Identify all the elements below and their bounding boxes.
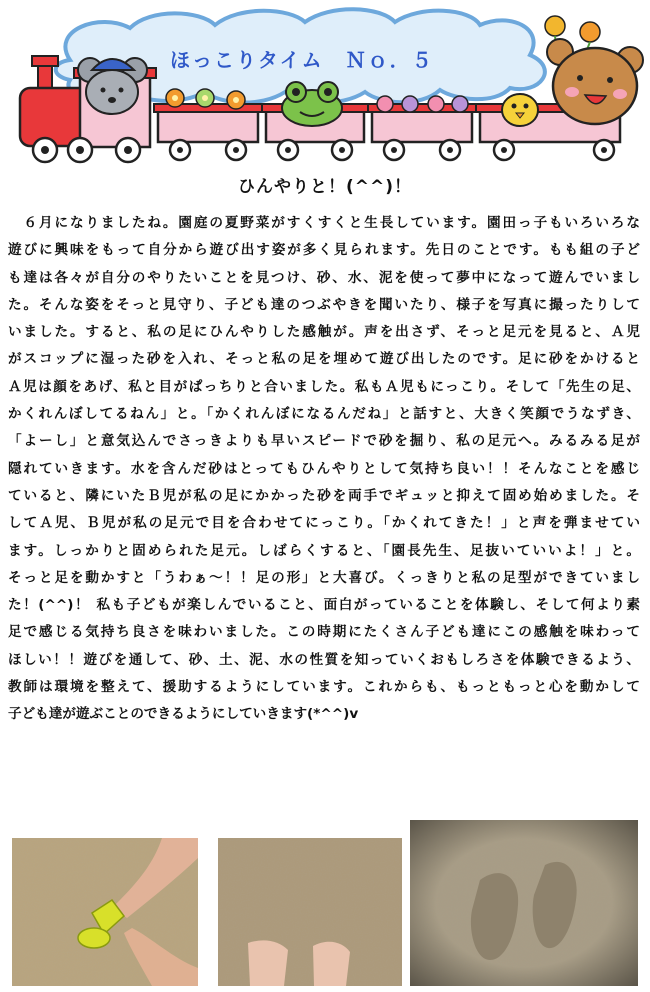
article-line: Ａ児は顔をあげ、私と目がぱっちりと合いました。私もＡ児もにっこり。そして「先生の足、 <box>8 378 640 395</box>
article-line: 子ども達が遊ぶことのできるようにしていきます(*^^)v <box>8 706 359 723</box>
article-line: た。そんな姿をそっと見守り、子ども達のつぶやきを聞いたり、様子を写真に撮ったりして <box>8 296 640 313</box>
article-line: かくれんぼしてるねん」と。「かくれんぼになるんだね」と話すと、大きく笑顔でうなずき、 <box>8 406 640 423</box>
article-line: 足で感じる気持ち良さを味わいました。この時期にたくさん子ども達にこの感触を味わって <box>8 624 640 641</box>
train-icon <box>0 0 650 175</box>
newsletter-title: ほっこりタイム Ｎｏ．５ <box>170 48 434 72</box>
header-banner <box>0 0 650 175</box>
article-line: してＡ児、Ｂ児が私の足元で目を合わせてにっこり。「かくれてきた！」と声を弾ませてい <box>8 515 640 532</box>
article-line: ていると、隣にいたＢ児が私の足にかかった砂を両手でギュッと抑えて固め始めました。そ <box>8 487 640 504</box>
article-line: ほしい！！遊びを通して、砂、土、泥、水の性質を知っていくおもしろさを体験できるよう、 <box>8 651 640 668</box>
article-line: いました。すると、私の足にひんやりした感触が。声を出さず、そっと足元を見ると、Ａ児 <box>8 324 640 341</box>
photo-footprints <box>410 820 638 986</box>
chick-icon <box>502 94 538 126</box>
article-line: 「よーし」と意気込んでさっきよりも早いスピードで砂を掘り、私の足元へ。みるみる足が <box>8 433 640 450</box>
article-line: も達は各々が自分のやりたいことを見つけ、砂、水、泥を使って夢中になって遊んでいまし <box>8 269 640 286</box>
photo-buried-feet <box>218 838 402 986</box>
article-subtitle: ひんやりと！(^^)！ <box>237 177 413 197</box>
article-line: 隠れていきます。水を含んだ砂はとってもひんやりとして気持ち良い！！そんなことを感じ <box>8 460 640 477</box>
article-line: 教師は環境を整えて、援助するようにしています。これからも、もっともっと心を動かして <box>8 679 640 696</box>
photo-sand-shovel <box>12 838 198 986</box>
article-line: がスコップに湿った砂を入れ、そっと私の足を埋めて遊び出したのです。足に砂をかけると <box>8 351 640 368</box>
article-body <box>8 210 640 729</box>
article-line: 遊びに興味をもって自分から遊び出す姿が多く見られます。先日のことです。もも組の子ど <box>8 242 640 259</box>
article-line: ６月になりましたね。園庭の夏野菜がすくすくと生長しています。園田っ子もいろいろな <box>8 215 640 231</box>
article-line: そっと足を動かすと「うわぁ～！！足の形」と大喜び。くっきりと私の足型ができていまし <box>8 569 640 586</box>
car-1 <box>154 104 262 142</box>
article-line: た！(^^)！ 私も子どもが楽しんでいること、面白がっていることを体験し、そして何より素 <box>8 597 640 614</box>
article-line: ます。しっかりと固められた足元。しばらくすると、「園長先生、足抜いていいよ！」と。 <box>8 542 640 559</box>
